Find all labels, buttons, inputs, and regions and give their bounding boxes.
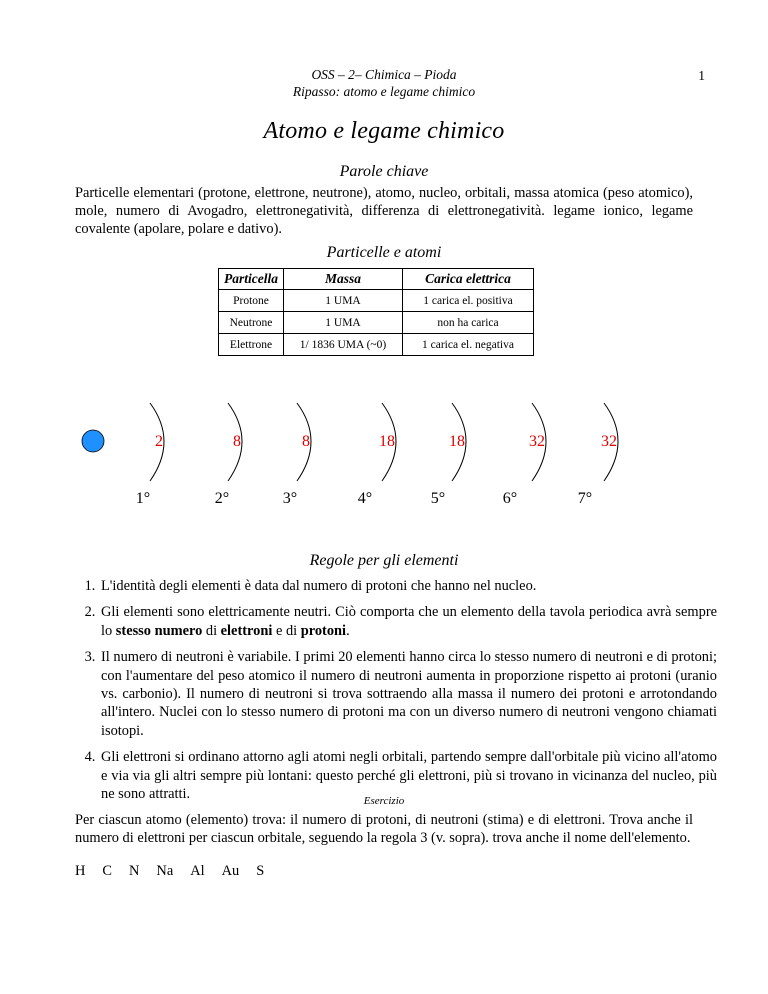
exercise-heading: Esercizio	[363, 795, 405, 807]
rules-list	[75, 577, 717, 811]
table-cell: 1/ 1836 UMA (~0)	[284, 334, 403, 356]
rule-text: .	[346, 622, 350, 639]
header-course: OSS – 2– Chimica – Pioda	[311, 67, 457, 82]
shell-label: 7°	[577, 490, 593, 507]
table-cell: 1 UMA	[284, 312, 403, 334]
document-title: Atomo e legame chimico	[263, 118, 505, 144]
element-symbol: N	[129, 863, 140, 879]
shell-capacity: 32	[529, 433, 545, 450]
shell-capacity: 18	[379, 433, 395, 450]
rule-emphasis: stesso numero	[115, 622, 203, 639]
table-row	[219, 290, 534, 312]
list-item	[99, 577, 717, 595]
shell-label: 6°	[502, 490, 518, 507]
particles-heading: Particelle e atomi	[326, 244, 442, 261]
rule-text: L'identità degli elementi è data dal numero di protoni che hanno nel nucleo.	[101, 578, 537, 594]
element-symbol: Au	[221, 863, 240, 879]
table-header-row	[219, 269, 534, 290]
shell-label: 1°	[135, 490, 151, 507]
page-header	[0, 66, 768, 100]
rule-text: Il numero di neutroni è variabile. I primi 20 elementi hanno circa lo stesso numero di neutroni e di protoni; con l'aumentare del peso atomico il numero di neutroni aumenta in proporzione rispetto ai protoni (uranio vs. carbonio). Il numero di neutroni si trova sottraendo alla massa il numero dei protoni e arrotondando all'intero. Nuclei con lo stesso numero di protoni ma con un diverso numero di neutroni vengono chiamati isotopi.	[101, 649, 717, 739]
rule-text: di	[202, 622, 221, 639]
shell-label: 5°	[430, 490, 446, 507]
shell-label: 3°	[282, 490, 298, 507]
table-cell: Neutrone	[219, 312, 284, 334]
element-symbol: H	[75, 863, 86, 879]
table-header-cell: Massa	[284, 269, 403, 290]
nucleus-icon	[82, 430, 104, 452]
table-cell: Protone	[219, 290, 284, 312]
keywords-paragraph: Particelle elementari (protone, elettrone, neutrone), atomo, nucleo, orbitali, massa atomica (peso atomico), mole, numero di Avogadro, elettronegatività, differenza di elettronegatività. legame ionico, legame covalente (apolare, polare e dativo).	[75, 185, 693, 238]
shell-capacity: 8	[233, 433, 241, 450]
table-cell: Elettrone	[219, 334, 284, 356]
list-item	[99, 648, 717, 740]
shell-label: 2°	[214, 490, 230, 507]
list-item	[99, 603, 717, 640]
shell-capacity: 18	[449, 433, 465, 450]
table-row	[219, 334, 534, 356]
rule-text: Gli elettroni si ordinano attorno agli atomi negli orbitali, partendo sempre dall'orbitale più vicino all'atomo e via via gli altri sempre più lontani: questo perché gli elettroni, più si trovano in vicinanza del nucleo, più ne sono attratti.	[101, 749, 717, 803]
rule-emphasis: protoni	[300, 622, 347, 639]
rule-emphasis: elettroni	[220, 622, 273, 639]
rules-heading: Regole per gli elementi	[309, 552, 459, 569]
table-cell: 1 carica el. negativa	[403, 334, 534, 356]
element-symbol: Al	[190, 863, 205, 879]
table-cell: 1 UMA	[284, 290, 403, 312]
exercise-paragraph: Per ciascun atomo (elemento) trova: il numero di protoni, di neutroni (stima) e di elettroni. Trova anche il numero di elettroni per ciascun orbitale, seguendo la regola 3 (v. sopra). trova anche il nome dell'elemento.	[75, 812, 693, 847]
keywords-heading: Parole chiave	[339, 163, 429, 180]
shell-capacity: 2	[155, 433, 163, 450]
particles-table	[218, 268, 534, 356]
atom-shell-diagram	[0, 385, 768, 515]
table-header-cell: Particella	[219, 269, 284, 290]
table-cell: 1 carica el. positiva	[403, 290, 534, 312]
table-row	[219, 312, 534, 334]
element-symbol: C	[102, 863, 113, 879]
shell-capacity: 8	[302, 433, 310, 450]
rule-text: Gli elementi sono elettricamente neutri. Ciò comporta che un elemento della tavola periodica avrà sempre lo	[101, 604, 717, 639]
table-header-cell: Carica elettrica	[403, 269, 534, 290]
page-number: 1	[698, 68, 705, 83]
header-topic: Ripasso: atomo e legame chimico	[292, 84, 476, 99]
element-symbol: S	[256, 863, 265, 879]
table-cell: non ha carica	[403, 312, 534, 334]
shell-capacity: 32	[601, 433, 617, 450]
element-symbol: Na	[156, 863, 174, 879]
rule-text: e di	[272, 622, 301, 639]
shell-label: 4°	[357, 490, 373, 507]
element-list	[75, 863, 281, 880]
